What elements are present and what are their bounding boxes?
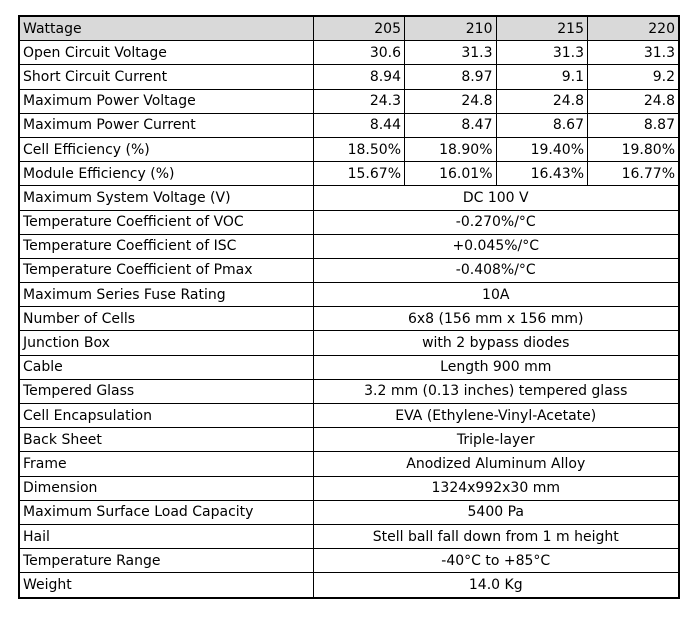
- row-value: 18.90%: [405, 137, 497, 161]
- row-label: Cable: [19, 355, 313, 379]
- table-row: [19, 355, 679, 379]
- row-value: +0.045%/°C: [313, 234, 679, 258]
- row-label: Cell Encapsulation: [19, 404, 313, 428]
- row-value: 24.8: [496, 89, 588, 113]
- row-value: Triple-layer: [313, 428, 679, 452]
- row-value: -0.408%/°C: [313, 258, 679, 282]
- table-row: [19, 186, 679, 210]
- row-value: 19.80%: [588, 137, 680, 161]
- table-row: [19, 549, 679, 573]
- row-label: Module Efficiency (%): [19, 162, 313, 186]
- row-value: 9.1: [496, 65, 588, 89]
- table-row: [19, 258, 679, 282]
- table-row: [19, 379, 679, 403]
- table-row: [19, 573, 679, 598]
- row-value: 16.43%: [496, 162, 588, 186]
- row-value: 8.94: [313, 65, 405, 89]
- row-value: 10A: [313, 283, 679, 307]
- row-label: Open Circuit Voltage: [19, 41, 313, 65]
- table-row: [19, 65, 679, 89]
- table-row: [19, 428, 679, 452]
- row-value: DC 100 V: [313, 186, 679, 210]
- table-row: [19, 137, 679, 161]
- row-value: 8.47: [405, 113, 497, 137]
- row-label: Maximum Power Voltage: [19, 89, 313, 113]
- table-row: [19, 452, 679, 476]
- row-value: Length 900 mm: [313, 355, 679, 379]
- row-value: 24.8: [405, 89, 497, 113]
- row-label: Back Sheet: [19, 428, 313, 452]
- row-value: Stell ball fall down from 1 m height: [313, 524, 679, 548]
- row-label: Maximum Power Current: [19, 113, 313, 137]
- row-value: 6x8 (156 mm x 156 mm): [313, 307, 679, 331]
- row-value: -40°C to +85°C: [313, 549, 679, 573]
- table-row: [19, 307, 679, 331]
- row-value: 31.3: [588, 41, 680, 65]
- row-value: -0.270%/°C: [313, 210, 679, 234]
- row-label: Temperature Coefficient of Pmax: [19, 258, 313, 282]
- table-row: [19, 404, 679, 428]
- row-value: 24.8: [588, 89, 680, 113]
- row-label: Number of Cells: [19, 307, 313, 331]
- row-label: Short Circuit Current: [19, 65, 313, 89]
- header-label: Wattage: [19, 16, 313, 41]
- row-value: 9.2: [588, 65, 680, 89]
- table-row: [19, 41, 679, 65]
- row-value: Anodized Aluminum Alloy: [313, 452, 679, 476]
- row-label: Maximum Series Fuse Rating: [19, 283, 313, 307]
- row-value: 5400 Pa: [313, 500, 679, 524]
- table-row: [19, 331, 679, 355]
- row-label: Hail: [19, 524, 313, 548]
- row-value: with 2 bypass diodes: [313, 331, 679, 355]
- row-value: 14.0 Kg: [313, 573, 679, 598]
- table-row: [19, 283, 679, 307]
- table-row: [19, 210, 679, 234]
- row-label: Junction Box: [19, 331, 313, 355]
- table-row: [19, 113, 679, 137]
- row-label: Cell Efficiency (%): [19, 137, 313, 161]
- row-value: 8.87: [588, 113, 680, 137]
- table-row: [19, 162, 679, 186]
- row-label: Frame: [19, 452, 313, 476]
- row-value: 16.77%: [588, 162, 680, 186]
- row-label: Maximum System Voltage (V): [19, 186, 313, 210]
- row-label: Tempered Glass: [19, 379, 313, 403]
- row-value: 18.50%: [313, 137, 405, 161]
- header-row: [19, 16, 679, 41]
- row-value: 24.3: [313, 89, 405, 113]
- spec-table: [18, 15, 680, 599]
- row-value: 3.2 mm (0.13 inches) tempered glass: [313, 379, 679, 403]
- table-row: [19, 524, 679, 548]
- row-value: 16.01%: [405, 162, 497, 186]
- header-value: 215: [496, 16, 588, 41]
- row-value: 8.67: [496, 113, 588, 137]
- table-row: [19, 89, 679, 113]
- row-label: Temperature Coefficient of VOC: [19, 210, 313, 234]
- row-value: 31.3: [496, 41, 588, 65]
- row-value: 8.97: [405, 65, 497, 89]
- row-label: Weight: [19, 573, 313, 598]
- row-label: Dimension: [19, 476, 313, 500]
- table-row: [19, 500, 679, 524]
- header-value: 210: [405, 16, 497, 41]
- row-label: Temperature Coefficient of ISC: [19, 234, 313, 258]
- row-value: 8.44: [313, 113, 405, 137]
- row-label: Temperature Range: [19, 549, 313, 573]
- row-value: 1324x992x30 mm: [313, 476, 679, 500]
- header-value: 220: [588, 16, 680, 41]
- table-row: [19, 234, 679, 258]
- row-value: 31.3: [405, 41, 497, 65]
- row-value: 30.6: [313, 41, 405, 65]
- row-value: EVA (Ethylene-Vinyl-Acetate): [313, 404, 679, 428]
- row-value: 15.67%: [313, 162, 405, 186]
- row-value: 19.40%: [496, 137, 588, 161]
- header-value: 205: [313, 16, 405, 41]
- row-label: Maximum Surface Load Capacity: [19, 500, 313, 524]
- table-row: [19, 476, 679, 500]
